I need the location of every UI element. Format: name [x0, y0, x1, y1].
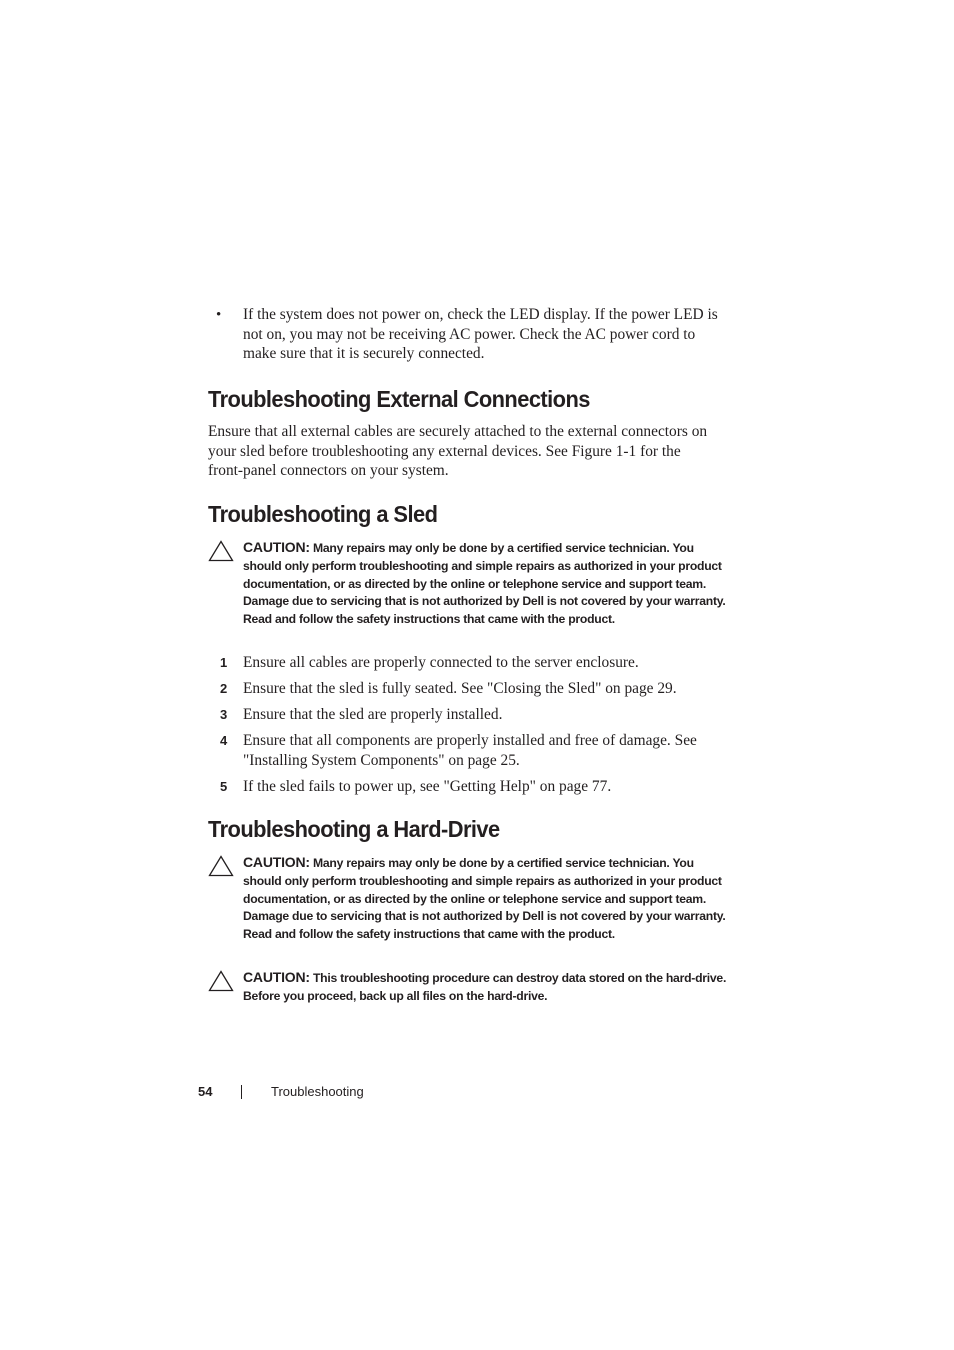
footer-divider: [241, 1085, 242, 1099]
heading-sled: Troubleshooting a Sled: [208, 501, 438, 527]
caution-label: CAUTION:: [243, 539, 310, 555]
paragraph-external-connections: Ensure that all external cables are securely attached to the external connectors on your sled before troubleshooting any external devices. See Figure 1-1 for the front-panel connectors on your system.: [208, 423, 708, 479]
caution-text: This troubleshooting procedure can destroy data stored on the hard-drive. Before you proceed, back up all files on the hard-drive.: [243, 971, 727, 1003]
list-item: [208, 679, 728, 699]
list-item: [208, 653, 728, 673]
caution-note-sled: [208, 539, 728, 629]
caution-triangle-icon: [208, 969, 243, 1006]
heading-external-connections: Troubleshooting External Connections: [208, 386, 590, 412]
caution-triangle-icon: [208, 539, 243, 629]
footer-section-title: Troubleshooting: [271, 1084, 364, 1099]
step-text: Ensure all cables are properly connected to the server enclosure.: [243, 654, 639, 671]
list-item: [208, 731, 728, 770]
step-text: Ensure that the sled are properly installed.: [243, 706, 503, 723]
step-number: 1: [220, 655, 228, 670]
list-item: [208, 777, 728, 797]
step-number: 4: [220, 733, 228, 748]
bullet-text: If the system does not power on, check the LED display. If the power LED is not on, you may not be receiving AC power. Check the AC power cord to make sure that it is securely connected.: [243, 306, 718, 362]
caution-label: CAUTION:: [243, 969, 310, 985]
step-text: Ensure that the sled is fully seated. See "Closing the Sled" on page 29.: [243, 680, 677, 697]
page-footer: [198, 1082, 364, 1102]
list-item: [208, 705, 728, 725]
step-number: 5: [220, 778, 228, 794]
heading-hard-drive: Troubleshooting a Hard-Drive: [208, 816, 500, 842]
step-number: 3: [220, 707, 228, 722]
step-text: Ensure that all components are properly installed and free of damage. See "Installing System Components" on page 25.: [243, 732, 697, 769]
caution-text: Many repairs may only be done by a certified service technician. You should only perform troubleshooting and simple repairs as authorized in your product documentation, or as directed by the online or telephone service and support team. Damage due to servicing that is not authorized by Dell is not covered by your warranty. Read and follow the safety instructions that came with the product.: [243, 856, 726, 942]
step-number: 2: [220, 681, 228, 696]
bullet-mark: •: [216, 307, 222, 323]
bullet-list-item: [208, 305, 728, 364]
step-text: If the sled fails to power up, see "Getting Help" on page 77.: [243, 777, 612, 795]
steps-list: [208, 653, 728, 803]
caution-note-hard-drive-1: [208, 854, 728, 944]
caution-label: CAUTION:: [243, 854, 310, 870]
caution-triangle-icon: [208, 854, 243, 944]
page-number: 54: [198, 1084, 213, 1099]
caution-text: Many repairs may only be done by a certified service technician. You should only perform troubleshooting and simple repairs as authorized in your product documentation, or as directed by the online or telephone service and support team. Damage due to servicing that is not authorized by Dell is not covered by your warranty. Read and follow the safety instructions that came with the product.: [243, 541, 726, 627]
caution-note-hard-drive-2: [208, 969, 728, 1006]
